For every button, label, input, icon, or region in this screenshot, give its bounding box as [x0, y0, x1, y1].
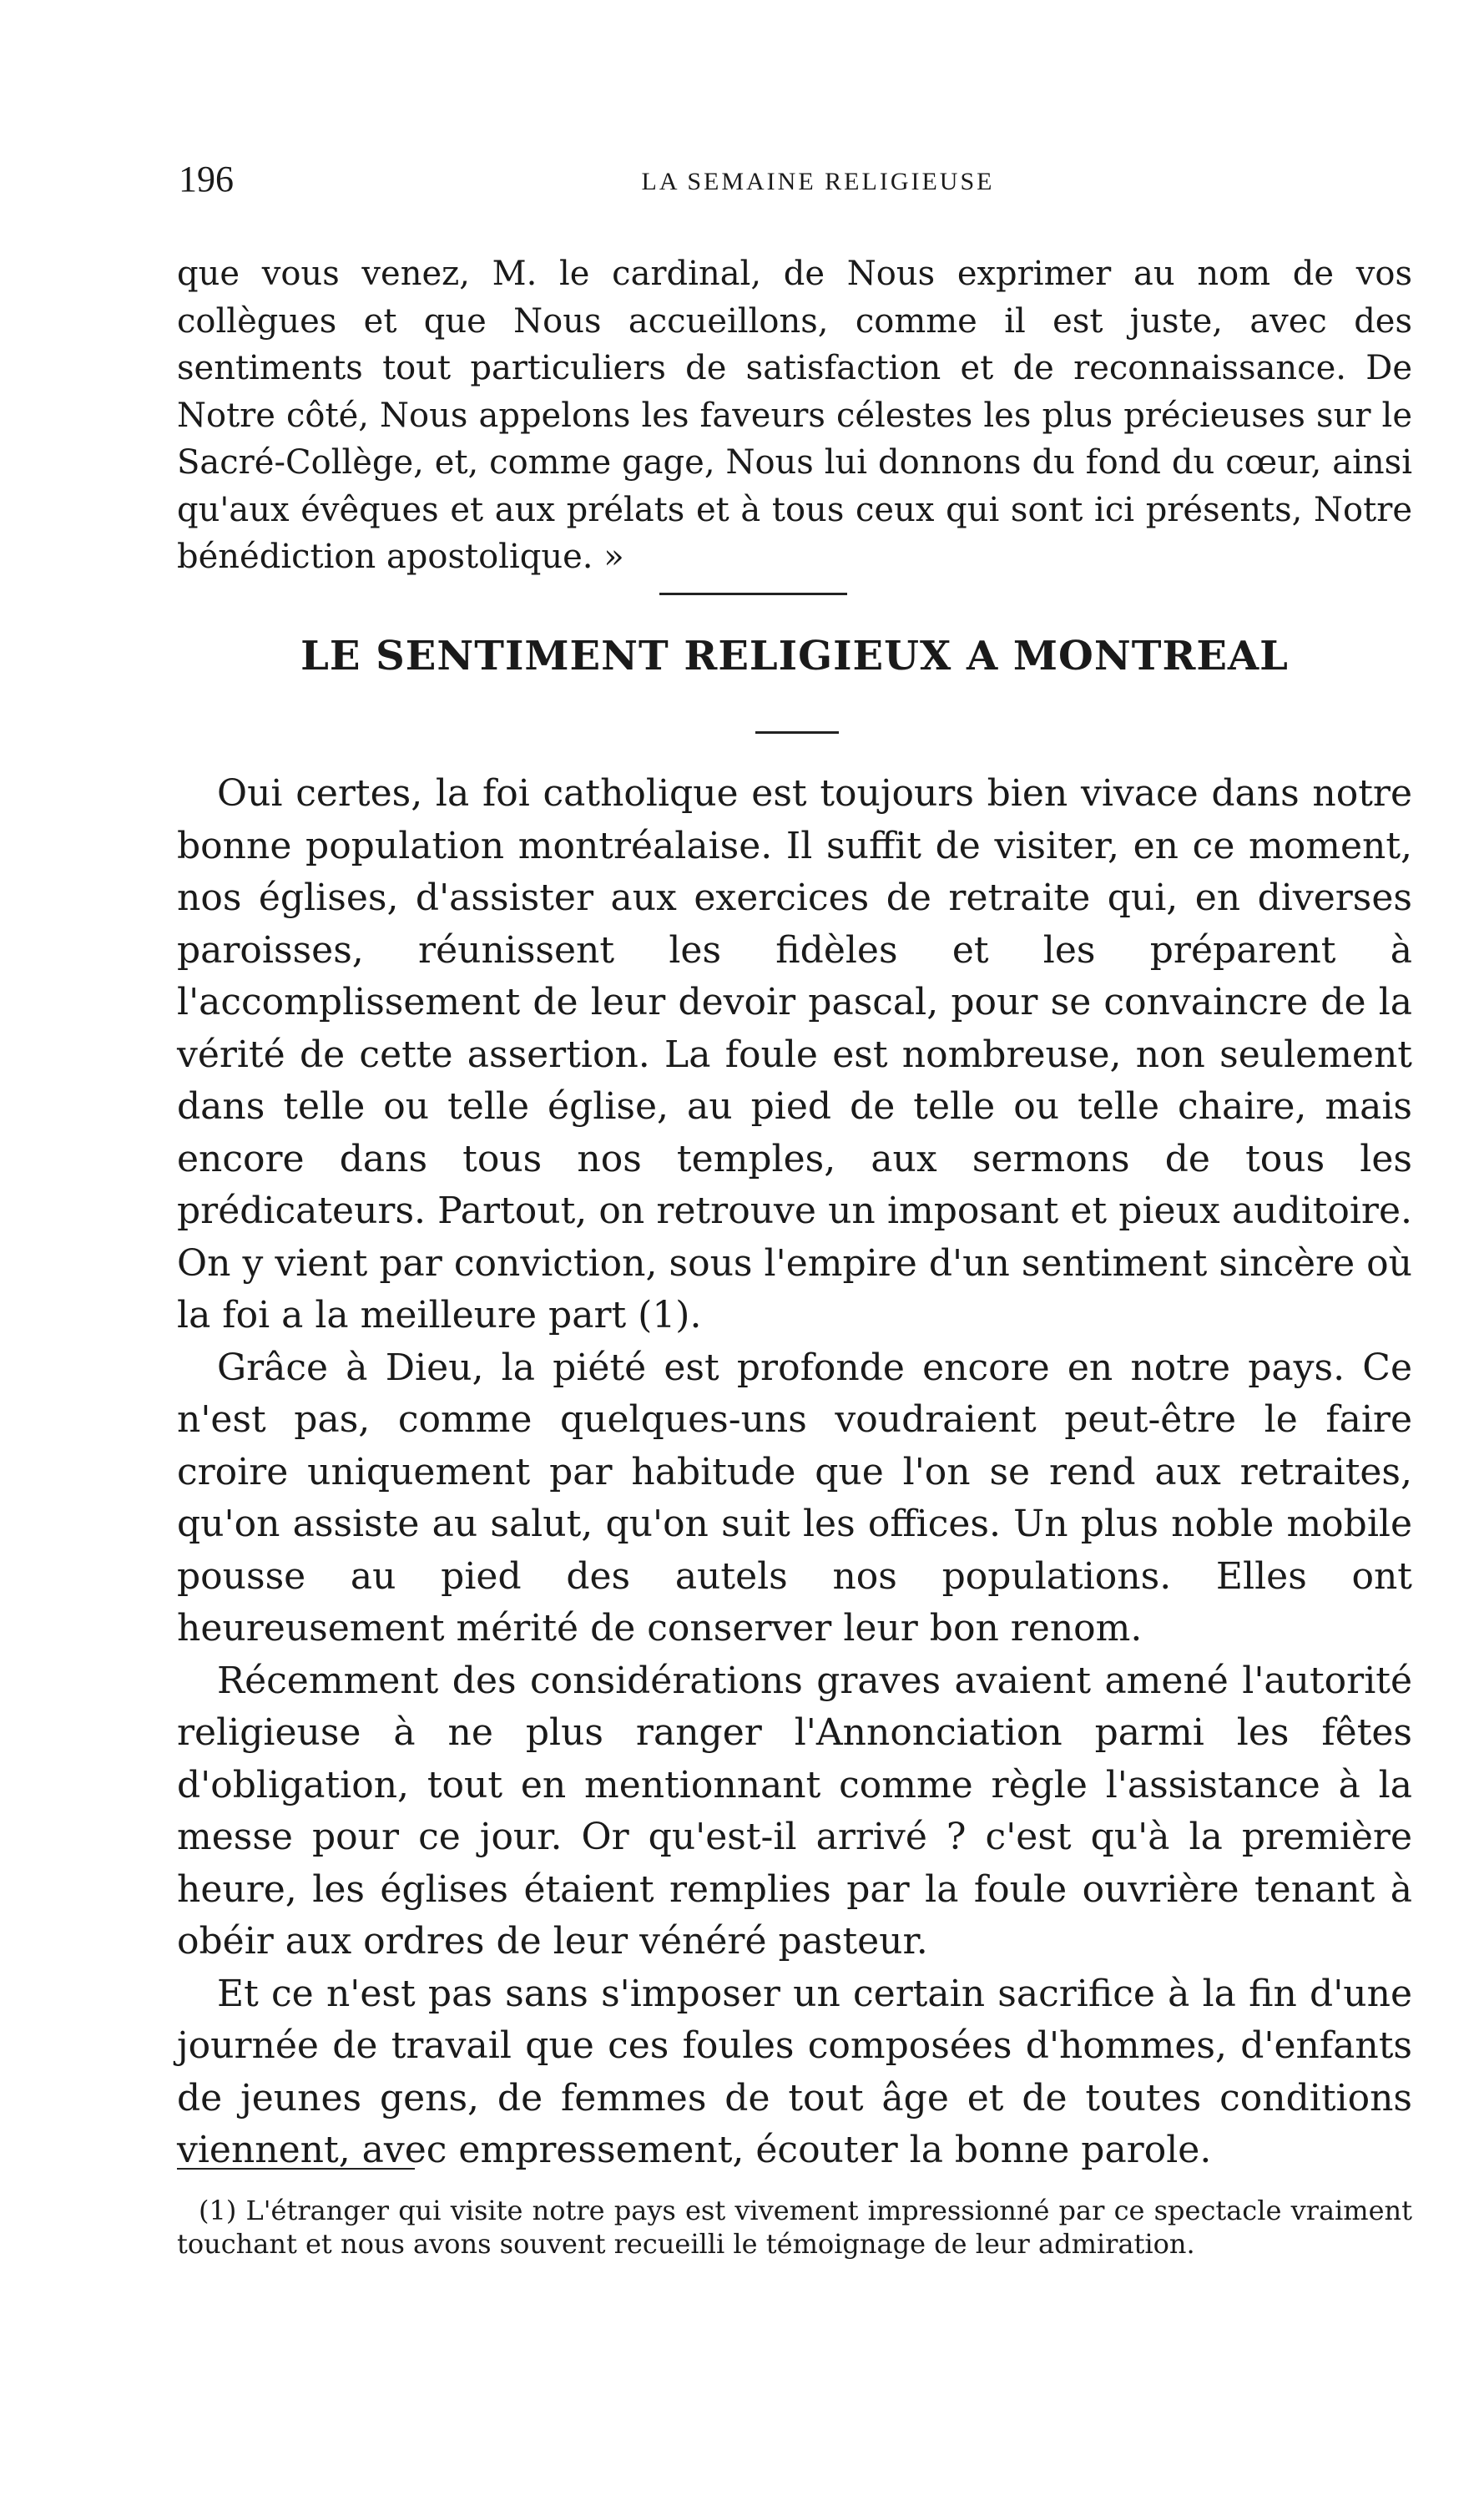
section-divider-top — [659, 593, 847, 595]
paragraph: Oui certes, la foi catholique est toujours bien vivace dans notre bonne population montréalaise. Il suffit de visiter, en ce moment, nos églises, d'assister aux exercices de retraite qui, en diverses paroisses, réunissent les fidèles et les préparent à l'accomplissement de leur devoir pascal, pour se convaincre de la vérité de cette assertion. La foule est nombreuse, non seulement dans telle ou telle église, au pied de telle ou telle chaire, mais encore dans tous nos temples, aux sermons de tous les prédicateurs. Partout, on retrouve un imposant et pieux auditoire. On y vient par conviction, sous l'empire d'un sentiment sincère où la foi a la meilleure part (1). — [177, 772, 1412, 1336]
paragraph: Grâce à Dieu, la piété est profonde encore en notre pays. Ce n'est pas, comme quelques-uns voudraient peut-être le faire croire uniquement par habitude que l'on se rend aux retraites, qu'on assiste au salut, qu'on suit les offices. Un plus noble mobile pousse au pied des autels nos populations. Elles ont heureusement mérité de conserver leur bon renom. — [177, 1346, 1412, 1650]
article-body — [177, 768, 1412, 2177]
paragraph: Et ce n'est pas sans s'imposer un certain sacrifice à la fin d'une journée de travail que ces foules composées d'hommes, d'enfants de jeunes gens, de femmes de tout âge et de toutes conditions viennent, avec empressement, écouter la bonne parole. — [177, 1972, 1412, 2171]
section-divider-bottom — [755, 731, 839, 734]
footnote: (1) L'étranger qui visite notre pays est vivement impressionné par ce spectacle vraiment touchant et nous avons souvent recueilli le témoignage de leur admiration. — [177, 2195, 1412, 2260]
continuation-paragraph: que vous venez, M. le cardinal, de Nous exprimer au nom de vos collègues et que Nous accueillons, comme il est juste, avec des sentiments tout particuliers de satisfaction et de reconnaissance. De Notre côté, Nous appelons les faveurs célestes les plus précieuses sur le Sacré-Collège, et, comme gage, Nous lui donnons du fond du cœur, ainsi qu'aux évêques et aux prélats et à tous ceux qui sont ici présents, Notre bénédiction apostolique. » — [177, 255, 1412, 576]
paragraph: Récemment des considérations graves avaient amené l'autorité religieuse à ne plus ranger l'Annonciation parmi les fêtes d'obligation, tout en mentionnant comme règle l'assistance à la messe pour ce jour. Or qu'est-il arrivé ? c'est qu'à la première heure, les églises étaient remplies par la foule ouvrière tenant à obéir aux ordres de leur vénéré pasteur. — [177, 1659, 1412, 1963]
section-title: LE SENTIMENT RELIGIEUX A MONTREAL — [300, 633, 1289, 680]
page-header — [167, 159, 1369, 200]
running-head: LA SEMAINE RELIGIEUSE — [641, 168, 995, 195]
page-number: 196 — [179, 159, 234, 200]
footnote-divider — [177, 2168, 415, 2170]
